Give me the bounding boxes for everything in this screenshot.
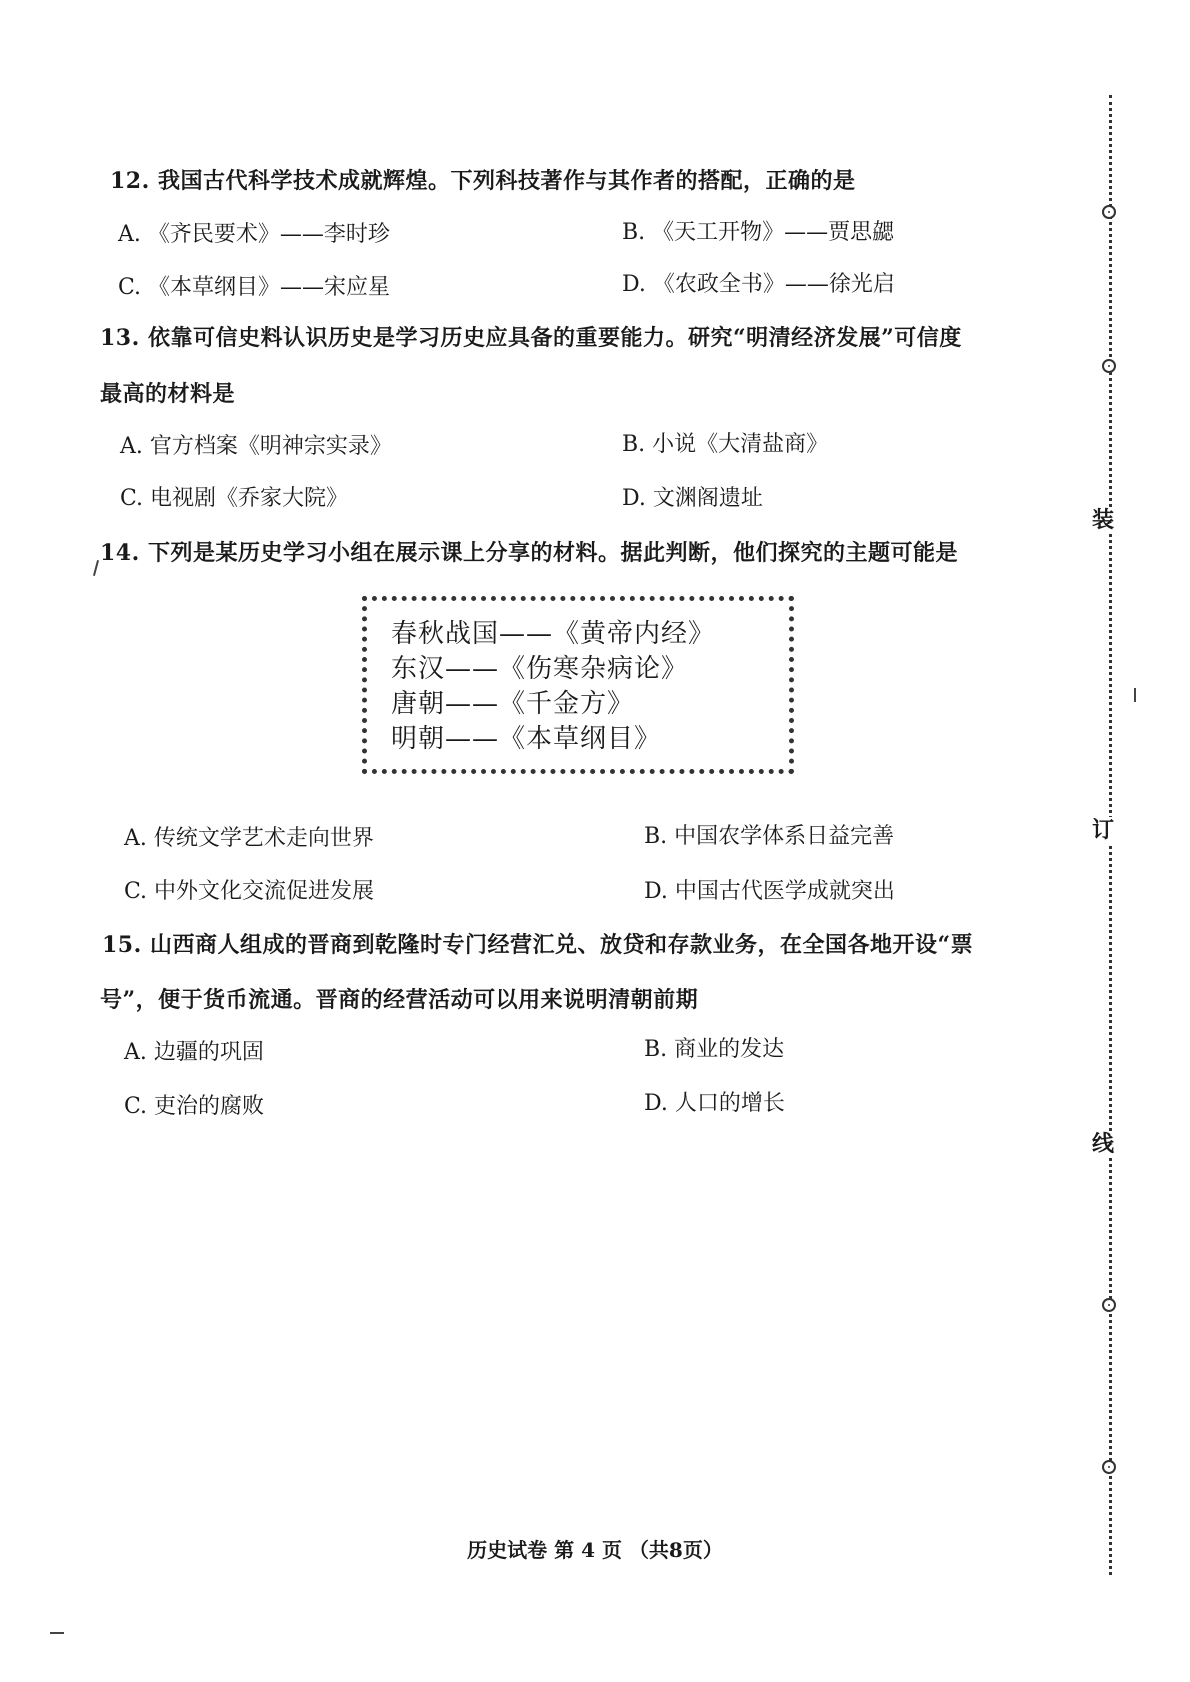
q12-option-b: B. 《天工开物》——贾思勰 (622, 220, 895, 245)
punch-hole-icon (1102, 1460, 1116, 1474)
q12-option-d: D. 《农政全书》——徐光启 (622, 272, 895, 297)
material-item: 明朝——《本草纲目》 (391, 724, 662, 754)
pencil-mark (1134, 688, 1136, 702)
punch-hole-icon (1102, 359, 1116, 373)
question-text: 我国古代科学技术成就辉煌。下列科技著作与其作者的搭配，正确的是 (157, 168, 856, 194)
q15-option-c: C. 吏治的腐败 (124, 1094, 265, 1119)
q15-option-b: B. 商业的发达 (644, 1037, 785, 1062)
question-number: 12. (110, 168, 150, 194)
question-number: 14. (100, 540, 140, 566)
pencil-mark (93, 560, 99, 576)
material-item: 唐朝——《千金方》 (391, 689, 635, 719)
question-15-stem (102, 930, 973, 960)
punch-hole-icon (1102, 1298, 1116, 1312)
binding-label-xian: 线 (1092, 1131, 1115, 1157)
q15-option-d: D. 人口的增长 (644, 1091, 785, 1116)
q14-option-c: C. 中外文化交流促进发展 (124, 879, 375, 904)
q13-option-d: D. 文渊阁遗址 (622, 486, 763, 511)
question-text: 下列是某历史学习小组在展示课上分享的材料。据此判断，他们探究的主题可能是 (147, 540, 958, 566)
q13-option-b: B. 小说《大清盐商》 (622, 432, 829, 457)
q13-option-c: C. 电视剧《乔家大院》 (120, 486, 349, 511)
material-item: 春秋战国——《黄帝内经》 (391, 619, 716, 649)
binding-line (1092, 95, 1122, 1575)
question-number: 15. (102, 932, 142, 958)
q13-option-a: A. 官方档案《明神宗实录》 (120, 434, 392, 459)
binding-label-ding: 订 (1092, 817, 1115, 843)
pencil-mark (50, 1632, 64, 1634)
question-text: 依靠可信史料认识历史是学习历史应具备的重要能力。研究“明清经济发展”可信度 (147, 325, 962, 351)
question-13-stem (100, 323, 962, 353)
material-box (362, 596, 794, 774)
question-text: 山西商人组成的晋商到乾隆时专门经营汇兑、放贷和存款业务，在全国各地开设“票 (149, 932, 974, 958)
q12-option-c: C. 《本草纲目》——宋应星 (118, 275, 391, 300)
question-15-stem-cont: 号”，便于货币流通。晋商的经营活动可以用来说明清朝前期 (100, 987, 699, 1013)
binding-label-zhuang: 装 (1092, 507, 1115, 533)
question-number: 13. (100, 325, 140, 351)
question-12-stem (110, 166, 855, 196)
page-footer: 历史试卷 第 4 页 （共8页） (467, 1538, 723, 1562)
q15-option-a: A. 边疆的巩固 (124, 1040, 264, 1065)
question-13-stem-cont: 最高的材料是 (100, 381, 236, 407)
q14-option-a: A. 传统文学艺术走向世界 (124, 826, 374, 851)
punch-hole-icon (1102, 205, 1116, 219)
q12-option-a: A. 《齐民要术》——李时珍 (118, 222, 390, 247)
q14-option-d: D. 中国古代医学成就突出 (644, 879, 895, 904)
question-14-stem (100, 538, 958, 568)
material-item: 东汉——《伤寒杂病论》 (391, 654, 689, 684)
q14-option-b: B. 中国农学体系日益完善 (644, 824, 895, 849)
